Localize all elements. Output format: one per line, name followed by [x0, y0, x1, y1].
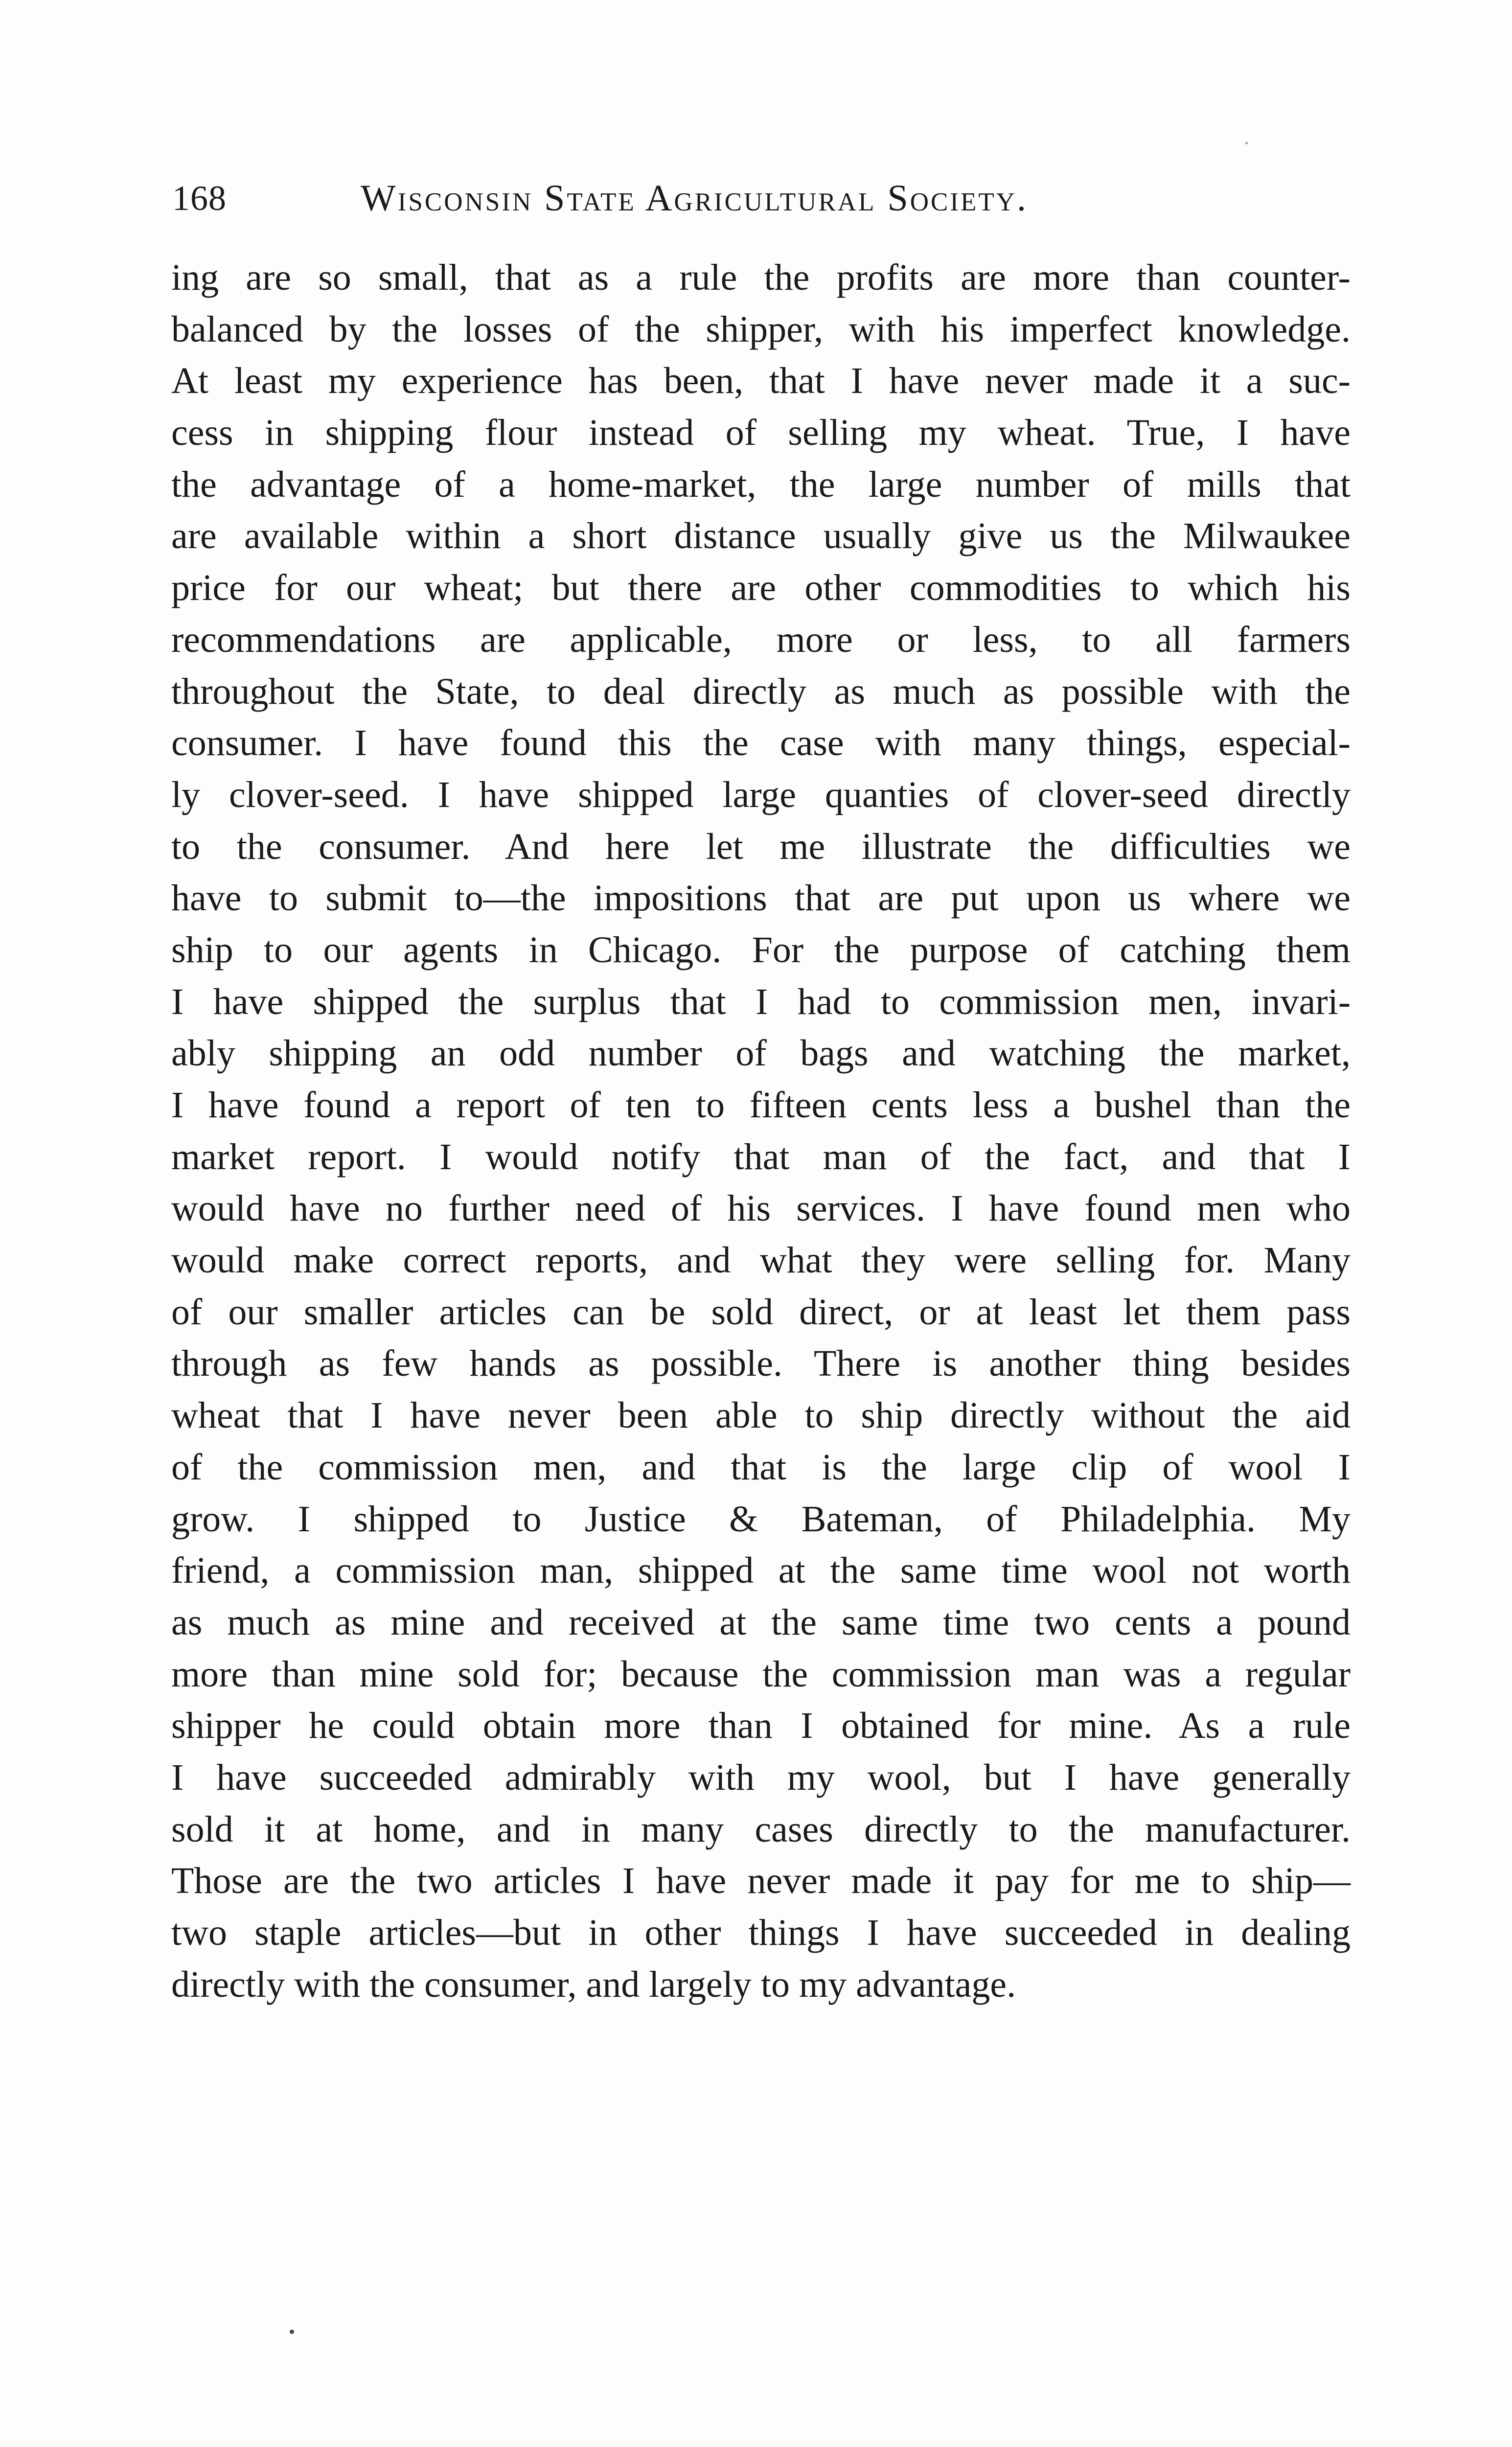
text-line: consumer. I have found this the case with many things, especial- [171, 722, 1351, 764]
ink-speck [1245, 142, 1248, 144]
text-line: price for our wheat; but there are other commodities to which his [171, 567, 1351, 609]
text-line: friend, a commission man, shipped at the same time wool not worth [171, 1550, 1351, 1592]
running-head [172, 171, 1347, 225]
text-line-last: directly with the consumer, and largely to my advantage. [171, 1963, 1016, 2005]
text-line: I have shipped the surplus that I had to commission men, invari- [171, 981, 1351, 1022]
ink-speck [290, 2330, 294, 2334]
text-line: Those are the two articles I have never made it pay for me to ship— [171, 1860, 1351, 1902]
text-line: ship to our agents in Chicago. For the purpose of catching them [171, 929, 1351, 970]
text-line: shipper he could obtain more than I obtained for mine. As a rule [171, 1705, 1351, 1747]
text-line: of the commission men, and that is the large clip of wool I [171, 1446, 1351, 1488]
text-line: as much as mine and received at the same time two cents a pound [171, 1601, 1351, 1643]
text-line: At least my experience has been, that I have never made it a suc- [171, 360, 1351, 402]
body-paragraph [171, 252, 1351, 2010]
text-line: ing are so small, that as a rule the profits are more than counter- [171, 257, 1351, 298]
text-line: of our smaller articles can be sold direct, or at least let them pass [171, 1291, 1351, 1333]
text-line: are available within a short distance usually give us the Milwaukee [171, 515, 1351, 557]
text-line: would make correct reports, and what they were selling for. Many [171, 1240, 1351, 1281]
text-line: two staple articles—but in other things I have succeeded in dealing [171, 1912, 1351, 1953]
text-line: through as few hands as possible. There is another thing besides [171, 1343, 1351, 1385]
text-line: market report. I would notify that man of the fact, and that I [171, 1136, 1351, 1177]
text-line: the advantage of a home-market, the large number of mills that [171, 463, 1351, 505]
text-line: ly clover-seed. I have shipped large quanties of clover-seed directly [171, 774, 1351, 815]
text-line: would have no further need of his services. I have found men who [171, 1188, 1351, 1229]
running-title: Wisconsin State Agricultural Society. [361, 178, 1029, 219]
text-line: I have succeeded admirably with my wool, but I have generally [171, 1756, 1351, 1798]
page-number: 168 [172, 179, 227, 218]
text-line: balanced by the losses of the shipper, with his imperfect knowledge. [171, 308, 1351, 350]
text-line: to the consumer. And here let me illustrate the difficulties we [171, 826, 1351, 867]
text-line: recommendations are applicable, more or less, to all farmers [171, 619, 1351, 660]
text-line: ably shipping an odd number of bags and watching the market, [171, 1033, 1351, 1074]
text-line: have to submit to—the impositions that are put upon us where we [171, 877, 1351, 919]
text-line: grow. I shipped to Justice & Bateman, of Philadelphia. My [171, 1498, 1351, 1540]
text-line: cess in shipping flour instead of selling my wheat. True, I have [171, 412, 1351, 454]
text-line: more than mine sold for; because the commission man was a regular [171, 1653, 1351, 1695]
text-line: wheat that I have never been able to ship directly without the aid [171, 1395, 1351, 1436]
text-line: sold it at home, and in many cases directly to the manufacturer. [171, 1808, 1351, 1850]
text-line: throughout the State, to deal directly as much as possible with the [171, 670, 1351, 712]
text-line: I have found a report of ten to fifteen cents less a bushel than the [171, 1085, 1351, 1126]
